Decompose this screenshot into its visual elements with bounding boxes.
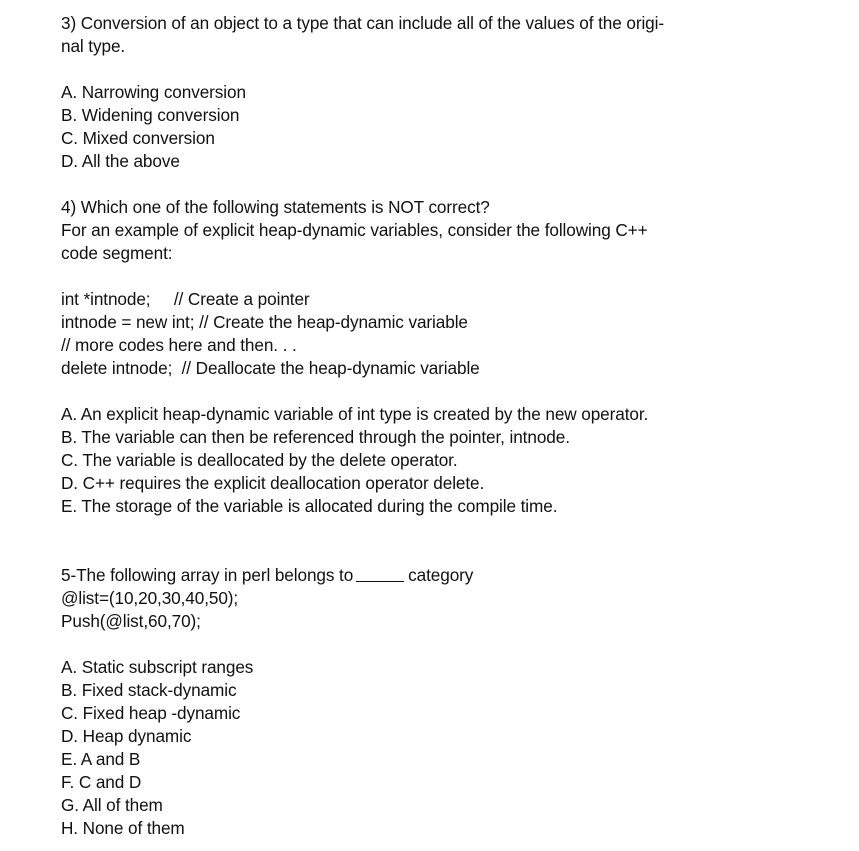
question-3-option-b: B. Widening conversion [61,105,240,125]
question-5-text-before-blank: 5-The following array in perl belongs to [61,565,354,585]
question-4-option-b: B. The variable can then be referenced through the pointer, intnode. [61,427,570,447]
question-5-text-after-blank: category [408,565,474,585]
question-4-intro-line-1: For an example of explicit heap-dynamic variables, consider the following C++ [61,220,648,240]
question-5-text [61,564,781,587]
question-3 [61,12,781,173]
question-3-option-c: C. Mixed conversion [61,128,215,148]
question-5 [61,564,781,840]
fill-in-blank [356,564,404,582]
code-line: // more codes here and then. . . [61,335,297,355]
question-3-text-line-2: nal type. [61,36,126,56]
code-line: int *intnode; // Create a pointer [61,289,310,309]
question-5-option-c: C. Fixed heap -dynamic [61,703,241,723]
perl-code-line: Push(@list,60,70); [61,611,201,631]
question-5-option-e: E. A and B [61,749,141,769]
question-5-option-d: D. Heap dynamic [61,726,192,746]
question-5-option-f: F. C and D [61,772,142,792]
question-3-text-line-1: 3) Conversion of an object to a type that can include all of the values of the origi- [61,13,664,33]
question-4-option-e: E. The storage of the variable is allocated during the compile time. [61,496,558,516]
perl-code-line: @list=(10,20,30,40,50); [61,588,239,608]
question-3-option-a: A. Narrowing conversion [61,82,246,102]
question-4-intro-line-2: code segment: [61,243,173,263]
code-line: delete intnode; // Deallocate the heap-dynamic variable [61,358,480,378]
question-5-option-g: G. All of them [61,795,163,815]
question-5-option-b: B. Fixed stack-dynamic [61,680,237,700]
question-5-option-h: H. None of them [61,818,185,838]
quiz-page [61,12,781,840]
question-4-text: 4) Which one of the following statements is NOT correct? [61,197,490,217]
question-4-option-a: A. An explicit heap-dynamic variable of int type is created by the new operator. [61,404,649,424]
question-4 [61,196,781,518]
code-line: intnode = new int; // Create the heap-dynamic variable [61,312,468,332]
question-3-option-d: D. All the above [61,151,180,171]
question-4-option-d: D. C++ requires the explicit deallocation operator delete. [61,473,485,493]
question-4-option-c: C. The variable is deallocated by the delete operator. [61,450,458,470]
question-5-option-a: A. Static subscript ranges [61,657,254,677]
code-segment [61,288,781,380]
